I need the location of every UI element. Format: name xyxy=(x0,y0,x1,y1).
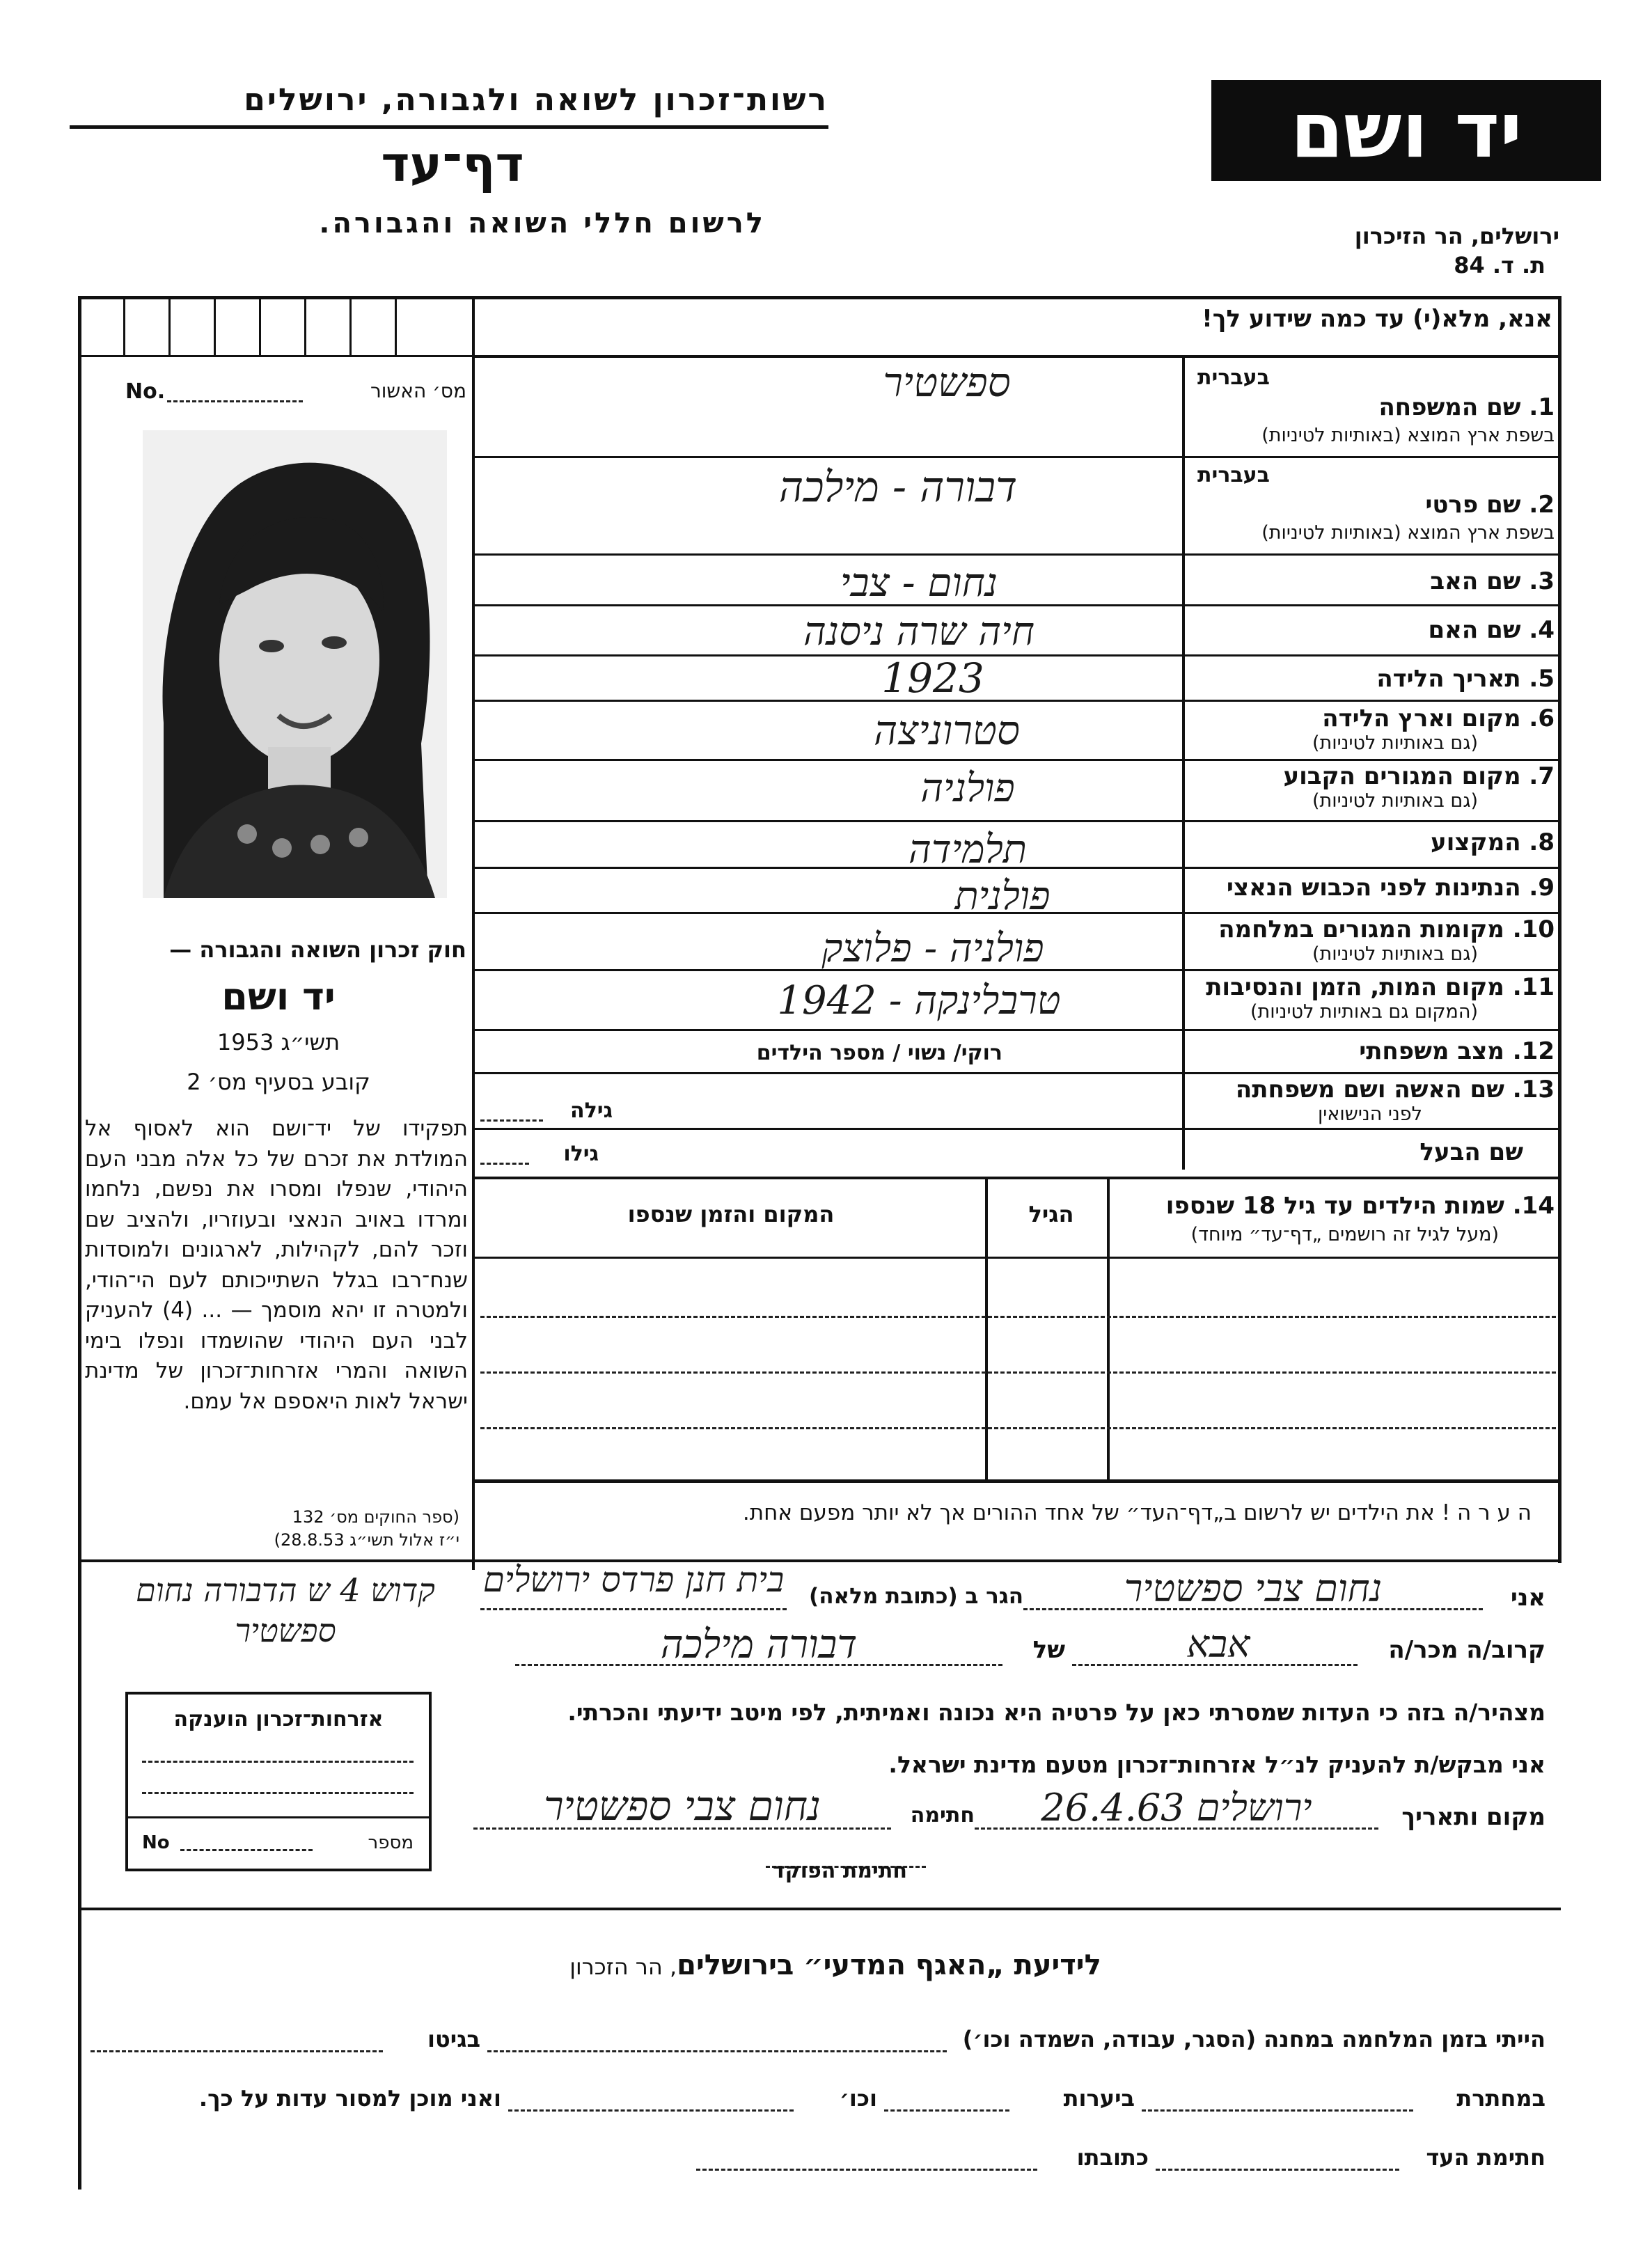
value-father: נחום - צבי xyxy=(840,560,998,606)
children-col-divider-1 xyxy=(1107,1179,1110,1482)
field-6-label: 6. מקום וארץ הלידה xyxy=(1322,705,1555,732)
field-6-note: (גם באותיות לטיניות) xyxy=(1312,732,1478,754)
signature-label: חתימה xyxy=(910,1803,975,1827)
relation-value: אבא xyxy=(1186,1622,1250,1666)
field-12-label: 12. מצב משפחתי xyxy=(1359,1037,1555,1065)
logo-text: יד ושם xyxy=(1290,86,1523,175)
children-note: (מעל לגיל זה רושמים „דף־עד״ מיוחד) xyxy=(1190,1224,1499,1245)
frame-right xyxy=(1558,296,1561,1563)
approval-no-label: No. xyxy=(125,379,166,404)
margin-note: קדוש 4 ש הדבורה נחום ספשטיר xyxy=(136,1571,435,1649)
statement: מצהיר/ה בזה כי העדות שמסרתי כאן על פרטיה היא נכונה ואמיתית, לפי מיטב ידיעתי והכרתי. xyxy=(567,1699,1545,1726)
declaration-ani: אני xyxy=(1510,1584,1545,1612)
place-date-label: מקום ותאריך xyxy=(1401,1803,1545,1831)
form-subtitle: לרשום חללי השואה והגבורה. xyxy=(319,207,766,239)
approval-no-line xyxy=(167,400,303,402)
instruction-rule xyxy=(475,355,1561,358)
children-note-row: ה ע ר ה ! את הילדים יש לרשום ב„דף־העד״ של אחד ההורים אך לא יותר מפעם אחת. xyxy=(742,1500,1532,1525)
children-col-divider-2 xyxy=(985,1179,988,1482)
field-5-label: 5. תאריך הלידה xyxy=(1376,665,1555,693)
wife-age-label: גילה xyxy=(570,1099,613,1123)
value-family-name: ספשטיר xyxy=(883,359,1011,406)
address-line: ירושלים, הר הזיכרון xyxy=(1354,223,1559,249)
signature-value: נחום צבי ספשטיר xyxy=(544,1782,821,1830)
law-source: (ספר החוקים מס׳ 132 xyxy=(292,1507,459,1527)
portrait-photo xyxy=(143,430,447,898)
left-column-divider xyxy=(472,296,475,1570)
declarant-address: בית חנן פרדס ירושלים xyxy=(482,1559,785,1600)
footer-line2-end: ואני מוכן למסור עדות על כך. xyxy=(198,2085,501,2112)
footer-line3-a: חתימת העד xyxy=(1426,2144,1545,2171)
citizenship-no: No xyxy=(142,1832,170,1853)
of-label: של xyxy=(1032,1636,1065,1664)
field-10-note: (גם באותיות לטיניות) xyxy=(1312,943,1478,965)
footer-line2-b: ביערות xyxy=(1063,2085,1135,2112)
field-13-label: 13. שם האשה ושם משפחתה xyxy=(1235,1076,1555,1103)
relation-label: קרוב/ה מכר/ה xyxy=(1388,1636,1545,1664)
husband-label: שם הבעל xyxy=(1419,1138,1523,1166)
value-nationality: פולנית xyxy=(954,874,1051,919)
field-1-hebrew-tag: בעברית xyxy=(1197,365,1270,390)
footer-line1-start: הייתי בזמן המלחמה במחנה (הסגר, עבודה, השמדה וכו׳) xyxy=(962,2026,1545,2052)
law-year: תשי״ג 1953 xyxy=(217,1029,340,1055)
value-birth-date: 1923 xyxy=(881,654,984,702)
pobox: ת. ד. 84 xyxy=(1454,252,1545,278)
frame-left xyxy=(78,296,81,2190)
value-wartime-residence: פולניה - פלוצק xyxy=(821,926,1044,971)
value-first-name: דבורה - מילכה xyxy=(778,463,1018,512)
value-residence: פולניה xyxy=(920,766,1015,811)
law-body: תפקידו של יד־ושם הוא לאסוף אל המולדת את זכרם של כל אלה מבני העם היהודי, שנפלו ומסרו את נפשם, נלחמו ומרדו באויב הנאצי ובעוזריו, ולהציב שם וזכר להם, לקהילות, לארגונים ולמוסדות שנח־רבו בגלל השתייכותם לעם הי־הודי, ולמטרה זו יהא מוסמך — ... (4) להעניק לבני העם היהודי שהושמדו ונפלו בימי השואה והמרי אזרחות־זכרון של מדינת ישראל לאות היאספם אל עמם. xyxy=(85,1116,468,1414)
citizenship-number-label: מספר xyxy=(368,1832,414,1853)
instruction: אנא, מלא(י) עד כמה שידוע לך! xyxy=(1202,305,1552,333)
field-2-note: בשפת ארץ המוצא (באותיות לטיניות) xyxy=(1261,522,1555,544)
official-signature-label: חתימת הפוקד xyxy=(773,1859,907,1883)
children-col-age: הגיל xyxy=(1028,1201,1074,1227)
approval-label: מס׳ האשור xyxy=(370,379,466,402)
value-death: טרבלינקה - 1942 xyxy=(777,978,1061,1023)
field-11-label: 11. מקום המות, הזמן והנסיבות xyxy=(1206,973,1555,1001)
footer-title-tail: , הר הזכרון xyxy=(569,1954,677,1980)
yad-vashem-logo xyxy=(1211,80,1601,181)
field-7-label: 7. מקום המגורים הקבוע xyxy=(1283,762,1555,790)
authority-line: רשות־זכרון לשואה ולגבורה, ירושלים xyxy=(244,82,828,118)
field-1-label: 1. שם המשפחה xyxy=(1378,393,1555,421)
code-boxes xyxy=(81,299,472,357)
request: אני מבקש/ת להעניק לנ״ל אזרחות־זכרון מטעם מדינת ישראל. xyxy=(888,1751,1545,1778)
place-date-value: ירושלים 26.4.63 xyxy=(1041,1786,1312,1830)
field-9-label: 9. הנתינות לפני הכבוש הנאצי xyxy=(1226,874,1555,902)
field-10-label: 10. מקומות המגורים במלחמה xyxy=(1218,915,1555,943)
law-name: יד ושם xyxy=(221,975,336,1019)
citizenship-title: אזרחות־זכרון הוענקה xyxy=(173,1707,384,1731)
field-1-note: בשפת ארץ המוצא (באותיות לטיניות) xyxy=(1261,425,1555,446)
declarant-name: נחום צבי ספשטיר xyxy=(1124,1566,1383,1610)
value-mother: חיה שרה ניסנה xyxy=(803,609,1035,654)
form-title: דף־עד xyxy=(381,136,524,193)
children-col-place: המקום והזמן שנספו xyxy=(627,1201,835,1227)
husband-age-label: גילו xyxy=(563,1142,599,1166)
footer-line1-end: בגיטו xyxy=(427,2026,480,2052)
resides-label: הגר ב (כתובת מלאה) xyxy=(809,1584,1023,1609)
label-column-divider xyxy=(1182,355,1185,1170)
law-clause: קובע בסעיף מס׳ 2 xyxy=(187,1069,370,1095)
field-2-hebrew-tag: בעברית xyxy=(1197,463,1270,487)
footer-title xyxy=(418,1949,1253,1981)
of-value: דבורה מילכה xyxy=(660,1622,858,1667)
field-3-label: 3. שם האב xyxy=(1430,567,1555,595)
children-title: 14. שמות הילדים עד גיל 18 שנספו xyxy=(1165,1192,1555,1220)
field-4-label: 4. שם האם xyxy=(1428,616,1555,644)
header-rule xyxy=(70,125,828,129)
field-7-note: (גם באותיות לטיניות) xyxy=(1312,790,1478,812)
citizenship-box xyxy=(125,1692,432,1871)
footer-line3-b: כתובתו xyxy=(1076,2144,1149,2171)
value-marital-status: רוקי/ נשוי / מספר הילדים xyxy=(756,1041,1002,1065)
law-source-date: י״ז אלול תשי״ג 28.8.53) xyxy=(274,1530,459,1550)
footer-title-main: לידיעת „האגף המדעי״ בירושלים xyxy=(677,1949,1101,1981)
footer-line2-a: במחתרת xyxy=(1456,2085,1545,2112)
field-2-label: 2. שם פרטי xyxy=(1425,491,1555,519)
field-8-label: 8. המקצוע xyxy=(1431,828,1555,856)
portrait-image xyxy=(143,430,447,898)
value-birth-place: סטרוניצה xyxy=(874,707,1020,754)
law-header: חוק זכרון השואה והגבורה — xyxy=(169,936,466,963)
field-11-note: (המקום גם באותיות לטיניות) xyxy=(1250,1001,1478,1023)
value-profession: תלמידה xyxy=(908,827,1027,872)
field-13-note: לפני הנישואין xyxy=(1317,1103,1422,1125)
footer-line2-c: וכו׳ xyxy=(839,2085,877,2112)
